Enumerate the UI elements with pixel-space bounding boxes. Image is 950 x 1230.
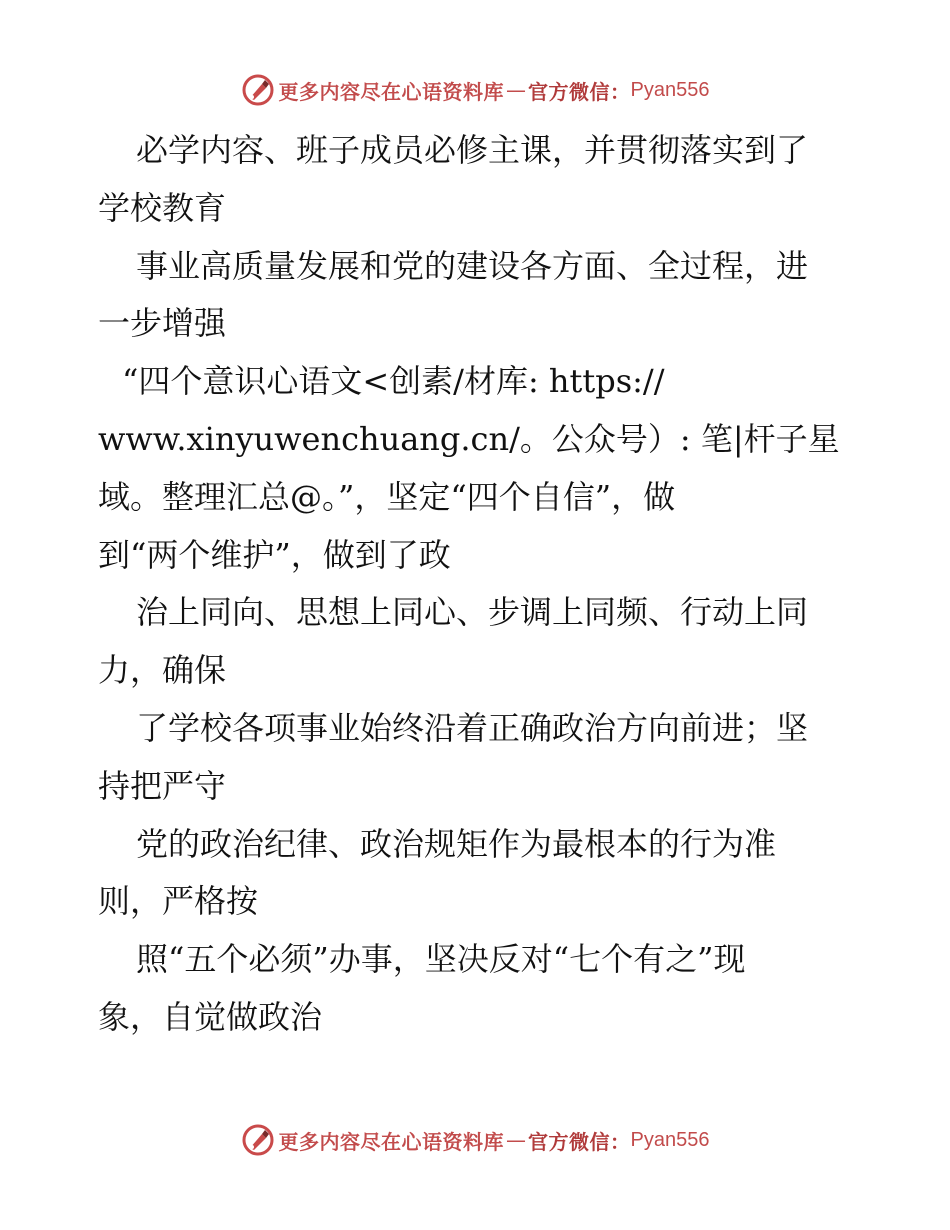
header-watermark-banner xyxy=(0,70,950,110)
text-line: 必学内容、班子成员必修主课，并贯彻落实到了 xyxy=(136,131,809,169)
text-line: 党的政治纪律、政治规矩作为最根本的行为准 xyxy=(136,824,777,863)
footer-watermark-banner xyxy=(0,1120,950,1160)
banner-wechat-label: 官方微信： xyxy=(528,79,631,104)
banner-separator: — xyxy=(506,1128,527,1152)
banner-main-text: 更多内容尽在心语资料库 xyxy=(278,1129,505,1154)
text-line: 照“五个必须”办事，坚决反对“七个有之”现 xyxy=(136,940,746,979)
text-line: “四个意识心语文<创素/材库: https:// xyxy=(122,362,665,401)
text-line: 象，自觉做政治 xyxy=(98,997,323,1036)
banner-main-text: 更多内容尽在心语资料库 xyxy=(278,79,505,104)
banner-wechat-label: 官方微信： xyxy=(528,1129,631,1154)
text-line: 一步增强 xyxy=(98,304,227,343)
text-line: 到“两个维护”，做到了政 xyxy=(98,535,451,574)
pen-logo-icon xyxy=(241,73,275,107)
text-line: 事业高质量发展和党的建设各方面、全过程，进 xyxy=(136,246,809,285)
banner-separator: — xyxy=(506,78,527,102)
pen-logo-icon xyxy=(241,1123,275,1157)
banner-wechat-id: Pyan556 xyxy=(630,78,710,101)
document-body xyxy=(98,122,898,1047)
banner-wechat-id: Pyan556 xyxy=(630,1128,710,1151)
text-line: www.xinyuwenchuang.cn/。公众号）: 笔|杆子星 xyxy=(98,419,840,458)
text-line: 域。整理汇总@。”，坚定“四个自信”，做 xyxy=(98,477,676,516)
text-line: 则，严格按 xyxy=(98,882,259,921)
text-line: 了学校各项事业始终沿着正确政治方向前进；坚 xyxy=(136,708,809,747)
text-line: 持把严守 xyxy=(98,766,227,805)
text-line: 力，确保 xyxy=(98,651,227,690)
text-line: 学校教育 xyxy=(98,188,227,227)
text-line: 治上同向、思想上同心、步调上同频、行动上同 xyxy=(136,593,809,632)
